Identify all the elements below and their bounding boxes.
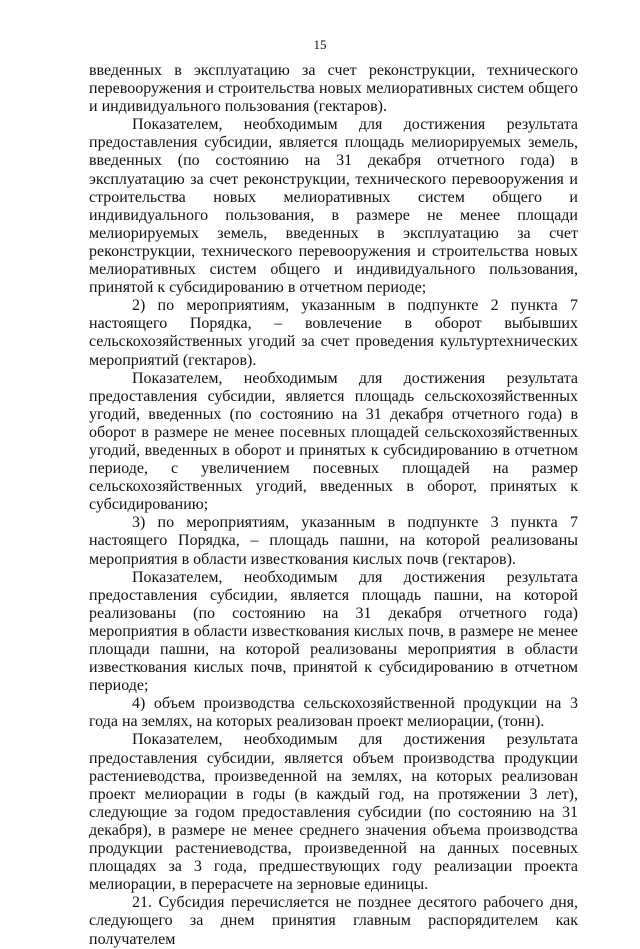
paragraph-section-21: 21. Субсидия перечисляется не позднее десятого рабочего дня, следующего за днем принятия главным распорядителем как получателем xyxy=(89,894,578,948)
paragraph-indicator-1: Показателем, необходимым для достижения результата предоставления субсидии, является площадь мелиорируемых земель, введенных (по состоянию на 31 декабря отчетного года) в эксплуатацию за счет реконструкции, технического перевооружения и строительства новых мелиоративных систем общего и индивидуального пользования, в размере не менее площади мелиорируемых земель, введенных в эксплуатацию за счет реконструкции, технического перевооружения и строительства новых мелиоративных систем общего и индивидуального пользования, принятой к субсидированию в отчетном периоде; xyxy=(89,116,578,297)
paragraph-indicator-4: Показателем, необходимым для достижения результата предоставления субсидии, является объем производства продукции растениеводства, произведенной на землях, на которых реализован проект мелиорации в годы (в каждый год, на протяжении 3 лет), следующие за годом предоставления субсидии (по состоянию на 31 декабря), в размере не менее среднего значения объема производства продукции растениеводства, произведенной на данных посевных площадях за 3 года, предшествующих году реализации проекта мелиорации, в перерасчете на зерновые единицы. xyxy=(89,731,578,894)
document-body xyxy=(89,62,578,949)
paragraph-item-2: 2) по мероприятиям, указанным в подпункте 2 пункта 7 настоящего Порядка, – вовлечение в оборот выбывших сельскохозяйственных угодий за счет проведения культуртехнических мероприятий (гектаров). xyxy=(89,297,578,369)
paragraph-item-3: 3) по мероприятиям, указанным в подпункте 3 пункта 7 настоящего Порядка, – площадь пашни, на которой реализованы мероприятия в области известкования кислых почв (гектаров). xyxy=(89,514,578,568)
paragraph-item-4: 4) объем производства сельскохозяйственной продукции на 3 года на землях, на которых реализован проект мелиорации, (тонн). xyxy=(89,695,578,731)
paragraph-indicator-3: Показателем, необходимым для достижения результата предоставления субсидии, является площадь пашни, на которой реализованы (по состоянию на 31 декабря отчетного года) мероприятия в области известкования кислых почв, в размере не менее площади пашни, на которой реализованы мероприятия в области известкования кислых почв, принятой к субсидированию в отчетном периоде; xyxy=(89,568,578,695)
paragraph-continuation: введенных в эксплуатацию за счет реконструкции, технического перевооружения и строительства новых мелиоративных систем общего и индивидуального пользования (гектаров). xyxy=(89,62,578,116)
paragraph-indicator-2: Показателем, необходимым для достижения результата предоставления субсидии, является площадь сельскохозяйственных угодий, введенных (по состоянию на 31 декабря отчетного года) в оборот в размере не менее посевных площадей сельскохозяйственных угодий, введенных в оборот и принятых к субсидированию в отчетном периоде, с увеличением посевных площадей на размер сельскохозяйственных угодий, введенных в оборот, принятых к субсидированию; xyxy=(89,369,578,514)
page-number: 15 xyxy=(313,37,327,52)
